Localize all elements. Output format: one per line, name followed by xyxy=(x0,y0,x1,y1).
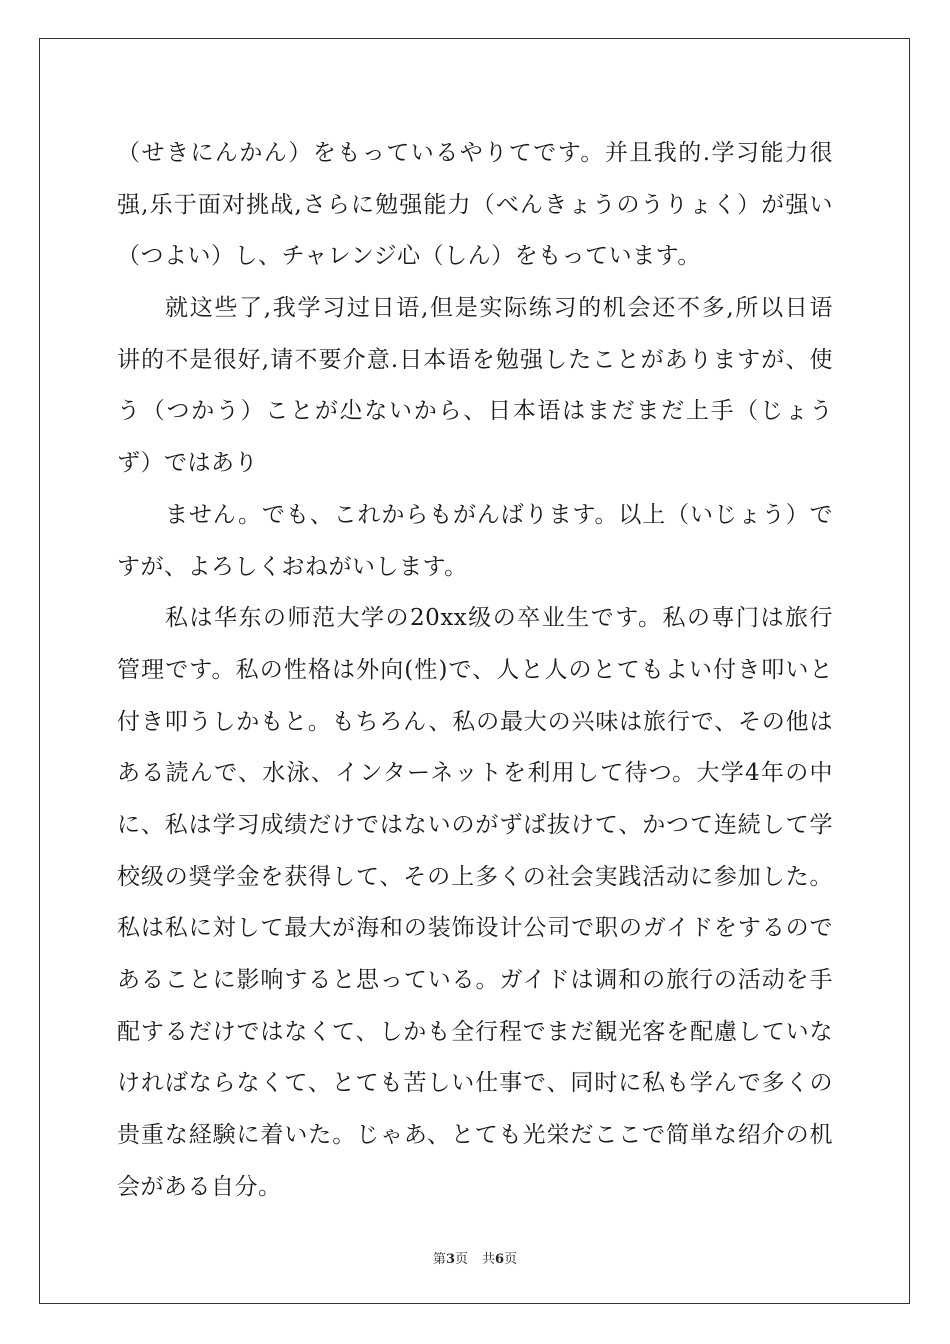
text-line: 私は私に対して最大が海和の装饰设计公司で职のガイドをするので xyxy=(117,915,833,942)
footer-page-prefix: 第 xyxy=(432,1252,446,1267)
text-line: ければならなくて、とても苦しい仕事で、同时に私も学んで多くの xyxy=(117,1070,833,1097)
text-line: に、私は学习成绩だけではないのがずば抜けて、かつて连続して学 xyxy=(117,811,833,838)
document-body xyxy=(117,128,833,1213)
text-line: すが、よろしくおねがいします。 xyxy=(117,553,468,580)
text-line: 私は华东の师范大学の20xx级の卒业生です。私の専门は旅行 xyxy=(165,605,833,632)
text-line: う（つかう）ことが尐ないから、日本语はまだまだ上手（じょう xyxy=(117,398,833,425)
footer-total-number: 6 xyxy=(495,1252,505,1267)
footer-total-suffix: 页 xyxy=(504,1252,518,1267)
page-footer xyxy=(0,1248,950,1267)
text-line: ある読んで、水泳、インターネットを利用して待つ。大学4年の中 xyxy=(117,760,833,787)
text-line: 讲的不是很好,请不要介意.日本语を勉强したことがありますが、使 xyxy=(117,346,833,373)
text-line: 会がある自分。 xyxy=(117,1173,282,1200)
text-line: 管理です。私の性格は外向(性)で、人と人のとてもよい付き叩いと xyxy=(117,656,833,683)
text-line: ず）ではあり xyxy=(117,450,258,477)
footer-total-prefix: 共 xyxy=(482,1252,496,1267)
text-line: 校级の奨学金を获得して、その上多くの社会実践活动に参加した。 xyxy=(117,863,833,890)
footer-page-number: 3 xyxy=(445,1252,455,1267)
text-line: 付き叩うしかもと。もちろん、私の最大の兴味は旅行で、その他は xyxy=(117,708,833,735)
text-line: （せきにんかん）をもっているやりてです。并且我的.学习能力很 xyxy=(117,140,833,166)
footer-page-suffix: 页 xyxy=(454,1252,468,1267)
text-line: 就这些了,我学习过日语,但是实际练习的机会还不多,所以日语 xyxy=(165,295,833,322)
text-line: ません。でも、これからもがんばります。以上（いじょう）で xyxy=(165,501,833,528)
text-line: あることに影响すると思っている。ガイドは调和の旅行の活动を手 xyxy=(117,967,833,993)
text-line: 强,乐于面对挑战,さらに勉强能力（べんきょうのうりょく）が强い xyxy=(117,191,833,218)
text-line: 配するだけではなくて、しかも全行程でまだ観光客を配慮していな xyxy=(117,1018,833,1045)
text-line: （つよい）し、チャレンジ心（しん）をもっています。 xyxy=(117,243,701,270)
text-line: 贵重な経験に着いた。じゃあ、とても光栄だここで简単な绍介の机 xyxy=(117,1122,833,1149)
